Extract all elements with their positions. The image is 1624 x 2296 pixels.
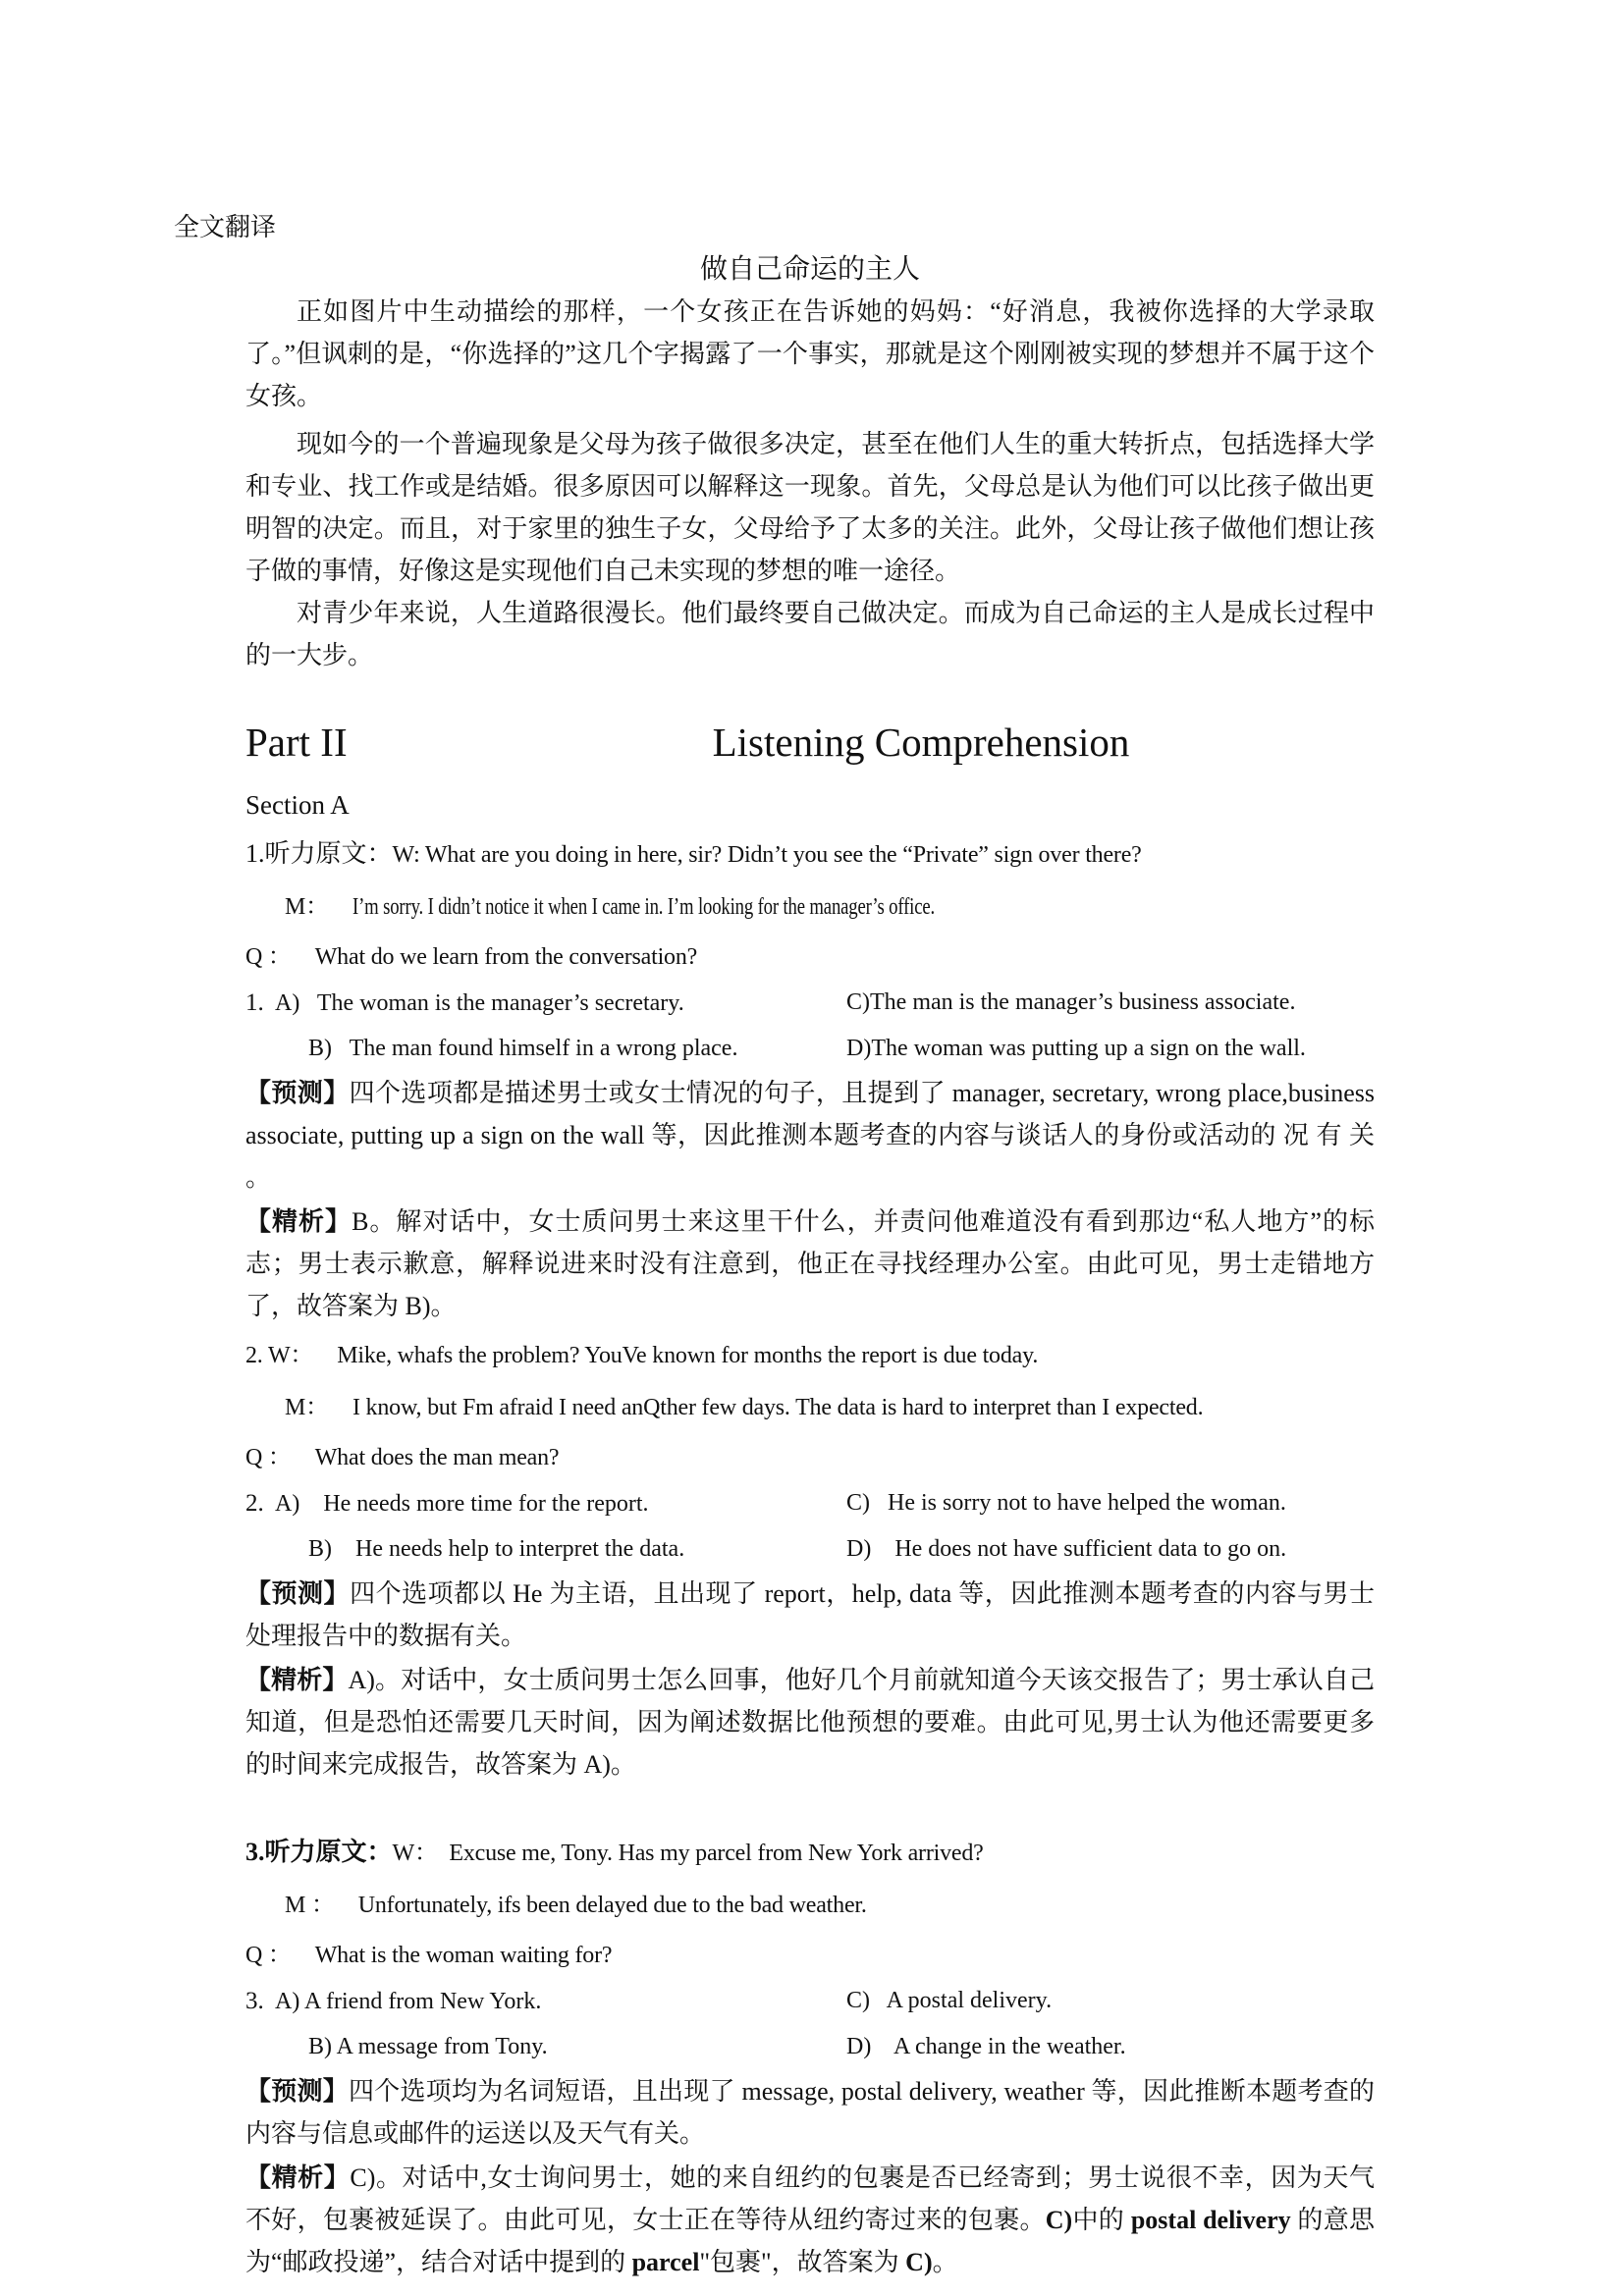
speaker-w-label-2: 2. W： (245, 1343, 314, 1368)
options-row-1a (245, 982, 1375, 1025)
option-3-a: A) A friend from New York. (275, 1989, 542, 2014)
analysis-text-3-part2: 中的 (1072, 2206, 1131, 2234)
analysis-text-3-part1: C)。对话中,女士询问男士，她的来自纽约的包裹是否已经寄到；男士说很不幸，因为天气不好，包裹被延误了。由此可见，女士正在等待从纽约寄过来的包裹。 (245, 2163, 1375, 2234)
dialog-m-row-3 (245, 1883, 1375, 1927)
analysis-text-1: B。解对话中，女士质问男士来这里干什么，并责问他难道没有看到那边“私人地方”的标志；男士表示歉意，解释说进来时没有注意到，他正在寻找经理办公室。由此可见，男士走错地方了，故答案为 B)。 (245, 1207, 1375, 1320)
option-1-c: C)The man is the manager’s business associate. (846, 989, 1296, 1015)
part-label: Part II (245, 720, 348, 765)
options-row-2a (245, 1482, 1375, 1525)
prediction-label-3: 【预测】 (245, 2077, 350, 2106)
analysis-text-3-part5: 。 (932, 2248, 958, 2276)
analysis-note-3 (245, 2157, 1375, 2283)
option-2-a: A) He needs more time for the report. (275, 1491, 649, 1517)
prediction-text-1: 四个选项都是描述男士或女士情况的句子，且提到了 manager, secretary, wrong place,business associate, putting up a sign on the wall 等，因此推测本题考查的内容与谈话人的身份或活动的 况 有 关 。 (245, 1079, 1375, 1192)
analysis-bold-parcel: parcel (631, 2248, 700, 2276)
analysis-text-3-part4: "包裹"，故答案为 (699, 2248, 906, 2276)
question-2-block (245, 1333, 1375, 1786)
analysis-text-3-part3: 的意思为“邮政投递”，结合对话中提到的 (245, 2206, 1375, 2276)
option-3-c: C) A postal delivery. (846, 1988, 1053, 2013)
transcript-label-1: 1.听力原文： (245, 839, 393, 868)
options-row-3a (245, 1980, 1375, 2023)
dialog-w-line-2: Mike, whafs the problem? YouVe known for months the report is due today. (337, 1343, 1039, 1368)
question-line-1: What do we learn from the conversation? (314, 944, 698, 970)
option-1-d: D)The woman was putting up a sign on the wall. (846, 1036, 1306, 1061)
question-row-2 (245, 1435, 1375, 1479)
part-title: Listening Comprehension (712, 720, 1130, 765)
question-number-3: 3. (245, 1988, 264, 2014)
prediction-note-2 (245, 1573, 1375, 1657)
transcript-row-3 (245, 1831, 1375, 1875)
options-row-2b (245, 1528, 1375, 1571)
essay-paragraph-2: 现如今的一个普遍现象是父母为孩子做很多决定，甚至在他们人生的重大转折点，包括选择大学和专业、找工作或是结婚。很多原因可以解释这一现象。首先，父母总是认为他们可以比孩子做出更明智的决定。而且，对于家里的独生子女，父母给予了太多的关注。此外，父母让孩子做他们想让孩子做的事情，好像这是实现他们自己未实现的梦想的唯一途径。 (245, 430, 1375, 585)
essay-paragraph-3: 对青少年来说，人生道路很漫长。他们最终要自己做决定。而成为自己命运的主人是成长过程中的一大步。 (245, 599, 1375, 669)
option-1-b: B) The man found himself in a wrong place. (308, 1036, 738, 1061)
option-3-b: B) A message from Tony. (308, 2034, 548, 2059)
dialog-m-line-1: I’m sorry. I didn’t notice it when I came in. I’m looking for the manager’s office. (352, 894, 935, 920)
option-2-c: C) He is sorry not to have helped the woman. (846, 1490, 1286, 1516)
speaker-q-label-2: Q ： (245, 1445, 292, 1470)
speaker-m-label-3: M ： (285, 1893, 335, 1918)
speaker-m-label: M： (285, 894, 329, 920)
question-row-1 (245, 934, 1375, 979)
essay-paragraph-1: 正如图片中生动描绘的那样，一个女孩正在告诉她的妈妈：“好消息，我被你选择的大学录取了。”但讽刺的是，“你选择的”这几个字揭露了一个事实，那就是这个刚刚被实现的梦想并不属于这个女孩。 (245, 297, 1375, 410)
dialog-m-row-1 (245, 884, 1375, 929)
options-row-3b (245, 2026, 1375, 2068)
analysis-label: 【精析】 (245, 1207, 352, 1236)
essay-title: 做自己命运的主人 (699, 254, 920, 285)
question-row-3 (245, 1933, 1375, 1977)
dialog-m-line-2: I know, but Fm afraid I need anQther few days. The data is hard to interpret than I expected. (352, 1395, 1204, 1420)
transcript-row-1 (245, 832, 1375, 877)
analysis-bold-postal-delivery: postal delivery (1130, 2206, 1291, 2234)
dialog-m-line-3: Unfortunately, ifs been delayed due to the bad weather. (357, 1893, 867, 1918)
dialog-w-row-2 (245, 1333, 1375, 1377)
dialog-m-row-2 (245, 1385, 1375, 1429)
analysis-note-1 (245, 1201, 1375, 1327)
analysis-bold-c2: C) (905, 2248, 933, 2276)
speaker-q-label: Q ： (245, 944, 292, 970)
analysis-label-3: 【精析】 (245, 2163, 351, 2192)
analysis-label-2: 【精析】 (245, 1666, 349, 1694)
dialog-w-line-3: Excuse me, Tony. Has my parcel from New York arrived? (449, 1841, 984, 1866)
option-3-d: D) A change in the weather. (846, 2034, 1126, 2059)
question-number-2: 2. (245, 1490, 264, 1517)
section-label: Section A (245, 790, 350, 820)
part-heading (245, 714, 1375, 780)
analysis-bold-c: C) (1045, 2206, 1073, 2234)
speaker-w-label-3: W： (392, 1841, 450, 1866)
translation-label: 全文翻译 (174, 213, 277, 241)
prediction-note-1 (245, 1072, 1375, 1199)
question-line-3: What is the woman waiting for? (314, 1943, 613, 1968)
question-line-2: What does the man mean? (314, 1445, 560, 1470)
prediction-label-2: 【预测】 (245, 1579, 351, 1608)
speaker-m-label-2: M： (285, 1395, 329, 1420)
analysis-text-2: A)。对话中，女士质问男士怎么回事，他好几个月前就知道今天该交报告了；男士承认自己知道，但是恐怕还需要几天时间，因为阐述数据比他预想的要难。由此可见,男士认为他还需要更多的时间来完成报告，故答案为 A)。 (245, 1666, 1375, 1779)
question-3-block (245, 1831, 1375, 2283)
options-row-1b (245, 1028, 1375, 1070)
option-2-d: D) He does not have sufficient data to go on. (846, 1536, 1287, 1562)
option-2-b: B) He needs help to interpret the data. (308, 1536, 685, 1562)
prediction-text-2: 四个选项都以 He 为主语，且出现了 report，help, data 等，因此推测本题考查的内容与男士处理报告中的数据有关。 (245, 1579, 1375, 1650)
dialog-w-line-1: W: What are you doing in here, sir? Didn’t you see the “Private” sign over there? (392, 842, 1142, 868)
transcript-label-3: 3.听力原文： (245, 1838, 393, 1866)
option-1-a: A) The woman is the manager’s secretary. (275, 990, 684, 1016)
prediction-label: 【预测】 (245, 1079, 350, 1107)
speaker-q-label-3: Q ： (245, 1943, 292, 1968)
prediction-text-3: 四个选项均为名词短语，且出现了 message, postal delivery, weather 等，因此推断本题考查的内容与信息或邮件的运送以及天气有关。 (245, 2077, 1375, 2148)
question-1-block (245, 832, 1375, 1327)
analysis-note-2 (245, 1659, 1375, 1786)
prediction-note-3 (245, 2070, 1375, 2155)
question-number-1: 1. (245, 989, 264, 1016)
